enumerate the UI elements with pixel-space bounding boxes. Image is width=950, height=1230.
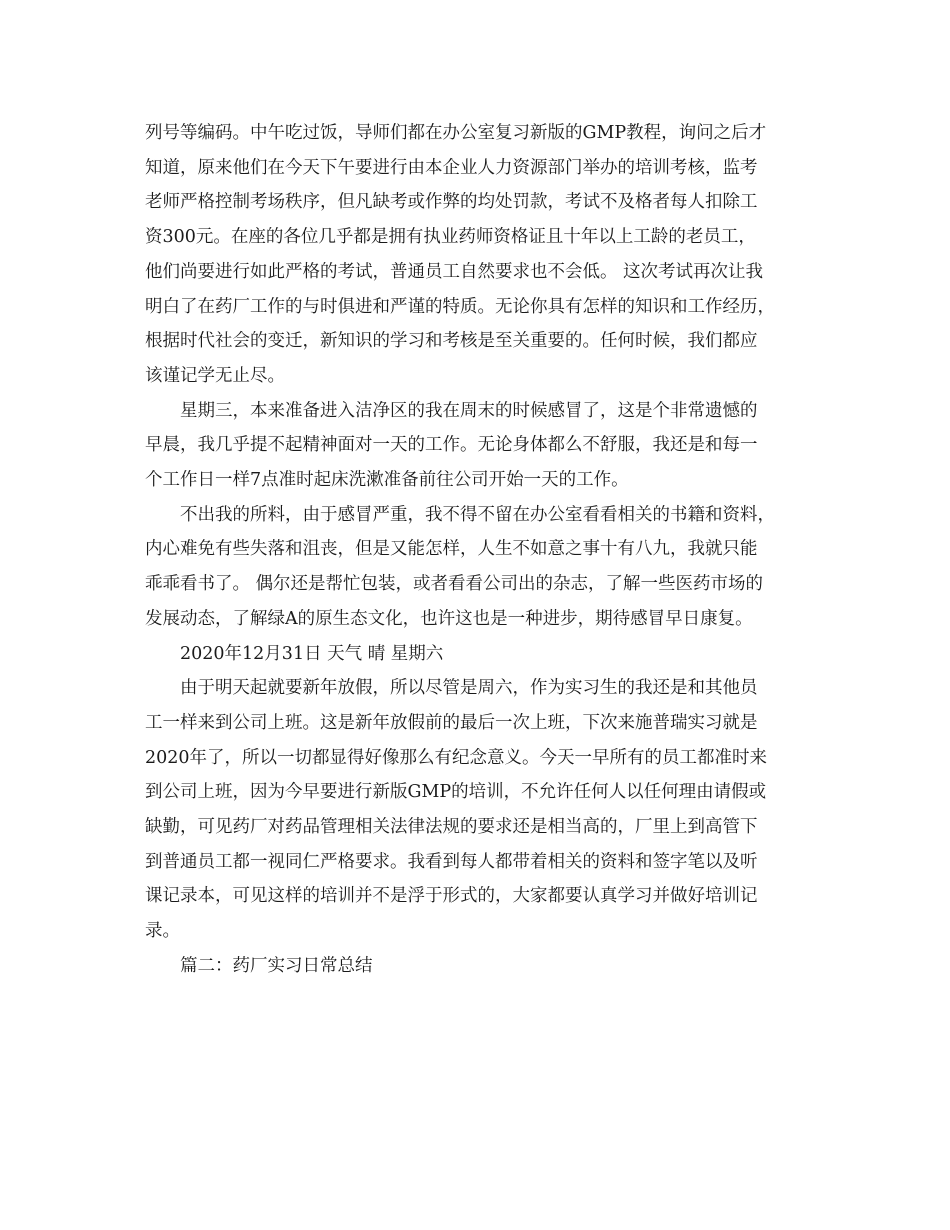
- section-heading-part-two: 篇二：药厂实习日常总结: [180, 955, 373, 976]
- diary-date-line: 2020年12月31日 天气 晴 星期六: [180, 643, 444, 664]
- paragraph-new-year-training: 由于明天起就要新年放假，所以尽管是周六，作为实习生的我还是和其他员 工一样来到公司上班。这是新年放假前的最后一次上班，下次来施普瑞实习就是 2020年了，所以一切都显得好像那么有纪念意义。今天一早所有的员工都准时来 到公司上班，因为今早要进行新版GMP的培训，不允许任何人以任何理由请假或 缺勤，可见药厂对药品管理相关法律法规的要求还是相当高的，厂里上到高管下 到普通员工都一视同仁严格要求。我看到每人都带着相关的资料和签字笔以及听 课记录本，可见这样的培训并不是浮于形式的，大家都要认真学习并做好培训记 录。: [145, 678, 768, 942]
- paragraph-wednesday-cold: 星期三，本来准备进入洁净区的我在周末的时候感冒了，这是个非常遗憾的 早晨，我几乎提不起精神面对一天的工作。无论身体都么不舒服，我还是和每一 个工作日一样7点准时起床洗漱准备前往公司开始一天的工作。: [145, 400, 758, 491]
- document-body: [145, 116, 805, 984]
- paragraph-gmp-exam: 列号等编码。中午吃过饭，导师们都在办公室复习新版的GMP教程，询问之后才 知道，原来他们在今天下午要进行由本企业人力资源部门举办的培训考核，监考 老师严格控制考场秩序，但凡缺考或作弊的均处罚款，考试不及格者每人扣除工 资300元。在座的各位几乎都是拥有执业药师资格证且十年以上工龄的老员工， 他们尚要进行如此严格的考试，普通员工自然要求也不会低。 这次考试再次让我 明白了在药厂工作的与时俱进和严谨的特质。无论你具有怎样的知识和工作经历， 根据时代社会的变迁，新知识的学习和考核是至关重要的。任何时候，我们都应 该谨记学无止尽。: [145, 123, 775, 386]
- paragraph-office-reading: 不出我的所料，由于感冒严重，我不得不留在办公室看看相关的书籍和资料， 内心难免有些失落和沮丧，但是又能怎样，人生不如意之事十有八九，我就只能 乖乖看书了。 偶尔还是帮忙包装，或者看看公司出的杂志，了解一些医药市场的 发展动态，了解绿A的原生态文化，也许这也是一种进步，期待感冒早日康复。: [145, 504, 775, 629]
